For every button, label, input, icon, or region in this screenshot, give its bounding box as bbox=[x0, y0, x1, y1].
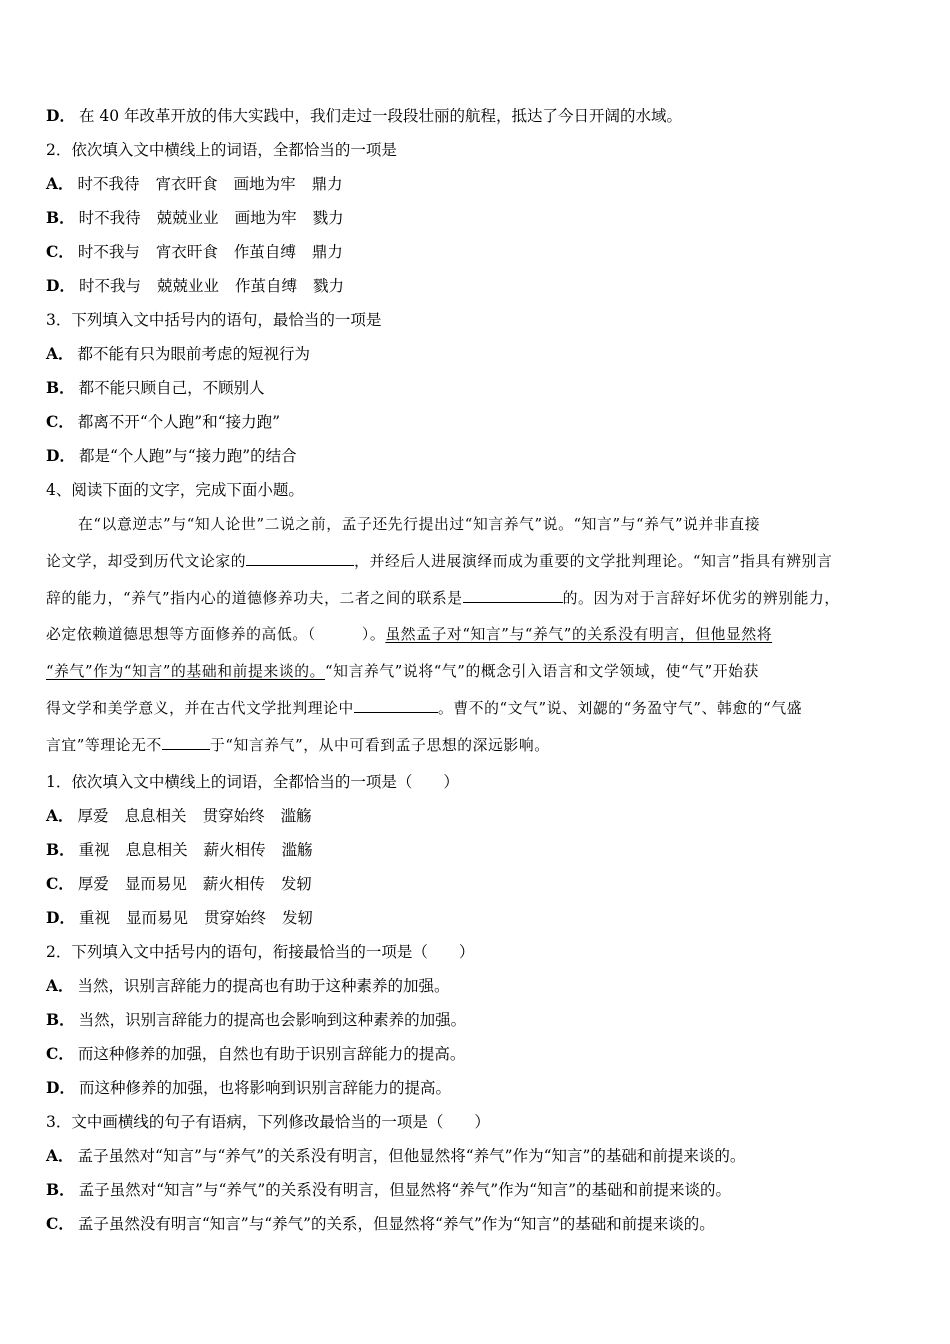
prev-q1-option-d bbox=[46, 99, 910, 133]
sub-q1-option-b bbox=[46, 833, 910, 867]
option-label: A． bbox=[46, 344, 74, 363]
sub-q2-option-a bbox=[46, 969, 910, 1003]
option-word: 鼎力 bbox=[311, 243, 343, 261]
option-word: 作茧自缚 bbox=[234, 277, 297, 295]
option-label: A． bbox=[46, 975, 74, 995]
option-label: C． bbox=[46, 1043, 74, 1063]
option-word: 兢兢业业 bbox=[156, 209, 219, 227]
prev-q2-option-c bbox=[46, 235, 910, 269]
option-word: 鼎力 bbox=[311, 175, 343, 193]
passage-line bbox=[46, 691, 910, 728]
option-label: C． bbox=[46, 412, 74, 431]
passage-line bbox=[46, 617, 910, 654]
option-label: B． bbox=[46, 1009, 75, 1029]
passage-line: 在“以意逆志”与“知人论世”二说之前，孟子还先行提出过“知言养气”说。“知言”与“养气”说并非直接 bbox=[78, 516, 761, 533]
prev-q2-stem: 2．依次填入文中横线上的词语，全都恰当的一项是 bbox=[46, 141, 397, 159]
prev-q3-option-d bbox=[46, 439, 910, 473]
option-word: 时不我待 bbox=[78, 209, 141, 227]
option-label: D． bbox=[46, 1077, 75, 1097]
sub-q2-option-d bbox=[46, 1071, 910, 1105]
option-word: 滥觞 bbox=[281, 840, 313, 859]
passage-line bbox=[46, 654, 910, 691]
sub-q1-stem: 1．依次填入文中横线上的词语，全都恰当的一项是（ ） bbox=[46, 772, 459, 791]
prev-q3-option-c bbox=[46, 405, 910, 439]
underlined-sentence: “养气”作为“知言”的基础和前提来谈的。 bbox=[46, 663, 326, 681]
option-word: 戮力 bbox=[312, 209, 344, 227]
fill-blank bbox=[354, 696, 438, 713]
option-word: 贯穿始终 bbox=[203, 908, 266, 927]
fill-blank bbox=[246, 549, 354, 566]
sub-q2-option-b bbox=[46, 1003, 910, 1037]
sub-q3-option-a bbox=[46, 1139, 910, 1173]
option-word: 厚爱 bbox=[77, 874, 109, 893]
option-word: 薪火相传 bbox=[203, 840, 266, 859]
option-label: B． bbox=[46, 208, 75, 227]
passage-text: 于“知言养气”，从中可看到孟子思想的深远影响。 bbox=[209, 736, 550, 754]
passage-line bbox=[46, 728, 910, 765]
passage-text: “知言养气”说将“气”的概念引入语言和文学领域，使“气”开始获 bbox=[325, 663, 759, 681]
prev-q2-option-d bbox=[46, 269, 910, 303]
prev-q3-option-a bbox=[46, 337, 910, 371]
sub-q1-option-c bbox=[46, 867, 910, 901]
prev-q3-stem: 3．下列填入文中括号内的语句，最恰当的一项是 bbox=[46, 311, 382, 329]
option-word: 薪火相传 bbox=[202, 874, 265, 893]
passage-line bbox=[46, 544, 910, 581]
fill-blank bbox=[463, 586, 563, 603]
option-label: A． bbox=[46, 174, 74, 193]
sub-q3-option-c bbox=[46, 1207, 910, 1241]
option-word: 画地为牢 bbox=[233, 175, 296, 193]
option-label: D． bbox=[46, 276, 75, 295]
option-text: 都不能只顾自己，不顾别人 bbox=[78, 379, 265, 397]
option-label: D． bbox=[46, 907, 75, 927]
option-word: 宵衣旰食 bbox=[155, 175, 218, 193]
option-word: 滥觞 bbox=[280, 806, 312, 825]
option-word: 重视 bbox=[78, 840, 110, 859]
prev-q2-option-b bbox=[46, 201, 910, 235]
sub-q2-stem: 2．下列填入文中括号内的语句，衔接最恰当的一项是（ ） bbox=[46, 942, 475, 961]
sub-q3-option-b bbox=[46, 1173, 910, 1207]
passage-line bbox=[46, 581, 910, 618]
reading-passage bbox=[46, 507, 910, 765]
section4-heading: 4、阅读下面的文字，完成下面小题。 bbox=[46, 481, 304, 499]
option-text: 都离不开“个人跑”和“接力跑” bbox=[77, 413, 281, 431]
option-word: 时不我待 bbox=[77, 175, 140, 193]
option-text: 而这种修养的加强，自然也有助于识别言辞能力的提高。 bbox=[77, 1044, 466, 1063]
option-label: B． bbox=[46, 378, 75, 397]
passage-text: ，并经后人进展演绎而成为重要的文学批判理论。“知言”指具有辨别言 bbox=[354, 552, 833, 570]
option-label: A． bbox=[46, 805, 74, 825]
option-label: C． bbox=[46, 1213, 74, 1233]
passage-text: 言宜”等理论无不 bbox=[46, 736, 162, 754]
option-word: 贯穿始终 bbox=[202, 806, 265, 825]
sub-q3-stem: 3．文中画横线的句子有语病，下列修改最恰当的一项是（ ） bbox=[46, 1112, 490, 1131]
option-word: 厚爱 bbox=[77, 806, 109, 825]
option-word: 戮力 bbox=[313, 277, 345, 295]
option-word: 显而易见 bbox=[124, 874, 187, 893]
option-word: 发轫 bbox=[280, 874, 312, 893]
passage-text: 论文学，却受到历代文论家的 bbox=[46, 552, 247, 570]
option-text: 都是“个人跑”与“接力跑”的结合 bbox=[78, 447, 297, 465]
option-text: 当然，识别言辞能力的提高也会影响到这种素养的加强。 bbox=[78, 1010, 467, 1029]
prev-q3-option-b bbox=[46, 371, 910, 405]
option-word: 画地为牢 bbox=[234, 209, 297, 227]
option-word: 息息相关 bbox=[124, 806, 187, 825]
sub-q2-option-c bbox=[46, 1037, 910, 1071]
sub-q1-option-a bbox=[46, 799, 910, 833]
exam-page bbox=[46, 99, 910, 1241]
option-text: 孟子虽然对“知言”与“养气”的关系没有明言，但他显然将“养气”作为“知言”的基础和前提来谈的。 bbox=[77, 1146, 746, 1165]
option-label: A． bbox=[46, 1145, 74, 1165]
option-word: 作茧自缚 bbox=[233, 243, 296, 261]
option-label: C． bbox=[46, 242, 74, 261]
option-label: D． bbox=[46, 106, 75, 125]
option-label: B． bbox=[46, 839, 75, 859]
option-word: 宵衣旰食 bbox=[155, 243, 218, 261]
option-text: 在 40 年改革开放的伟大实践中，我们走过一段段壮丽的航程，抵达了今日开阔的水域。 bbox=[78, 107, 683, 125]
underlined-sentence: 虽然孟子对“知言”与“养气”的关系没有明言，但他显然将 bbox=[385, 626, 773, 644]
option-text: 孟子虽然对“知言”与“养气”的关系没有明言，但显然将“养气”作为“知言”的基础和前提来谈的。 bbox=[78, 1180, 732, 1199]
passage-text: 的。因为对于言辞好坏优劣的辨别能力， bbox=[562, 589, 840, 607]
option-text: 而这种修养的加强，也将影响到识别言辞能力的提高。 bbox=[78, 1078, 451, 1097]
option-text: 当然，识别言辞能力的提高也有助于这种素养的加强。 bbox=[77, 976, 450, 995]
option-label: C． bbox=[46, 873, 74, 893]
option-word: 发轫 bbox=[282, 908, 314, 927]
fill-blank bbox=[162, 733, 210, 750]
passage-text: 。曹不的“文气”说、刘勰的“务盈守气”、韩愈的“气盛 bbox=[437, 699, 803, 717]
option-label: B． bbox=[46, 1179, 75, 1199]
passage-text: 辞的能力，“养气”指内心的道德修养功夫，二者之间的联系是 bbox=[46, 589, 463, 607]
option-word: 时不我与 bbox=[78, 277, 141, 295]
option-label: D． bbox=[46, 446, 75, 465]
passage-text: 必定依赖道德思想等方面修养的高低。（ ）。 bbox=[46, 626, 386, 644]
option-word: 重视 bbox=[78, 908, 110, 927]
option-word: 兢兢业业 bbox=[156, 277, 219, 295]
passage-text: 得文学和美学意义，并在古代文学批判理论中 bbox=[46, 699, 354, 717]
option-word: 息息相关 bbox=[125, 840, 188, 859]
option-text: 孟子虽然没有明言“知言”与“养气”的关系，但显然将“养气”作为“知言”的基础和前提来谈的。 bbox=[77, 1214, 715, 1233]
sub-q1-option-d bbox=[46, 901, 910, 935]
option-word: 时不我与 bbox=[77, 243, 140, 261]
option-word: 显而易见 bbox=[125, 908, 188, 927]
option-text: 都不能有只为眼前考虑的短视行为 bbox=[77, 345, 311, 363]
prev-q2-option-a bbox=[46, 167, 910, 201]
